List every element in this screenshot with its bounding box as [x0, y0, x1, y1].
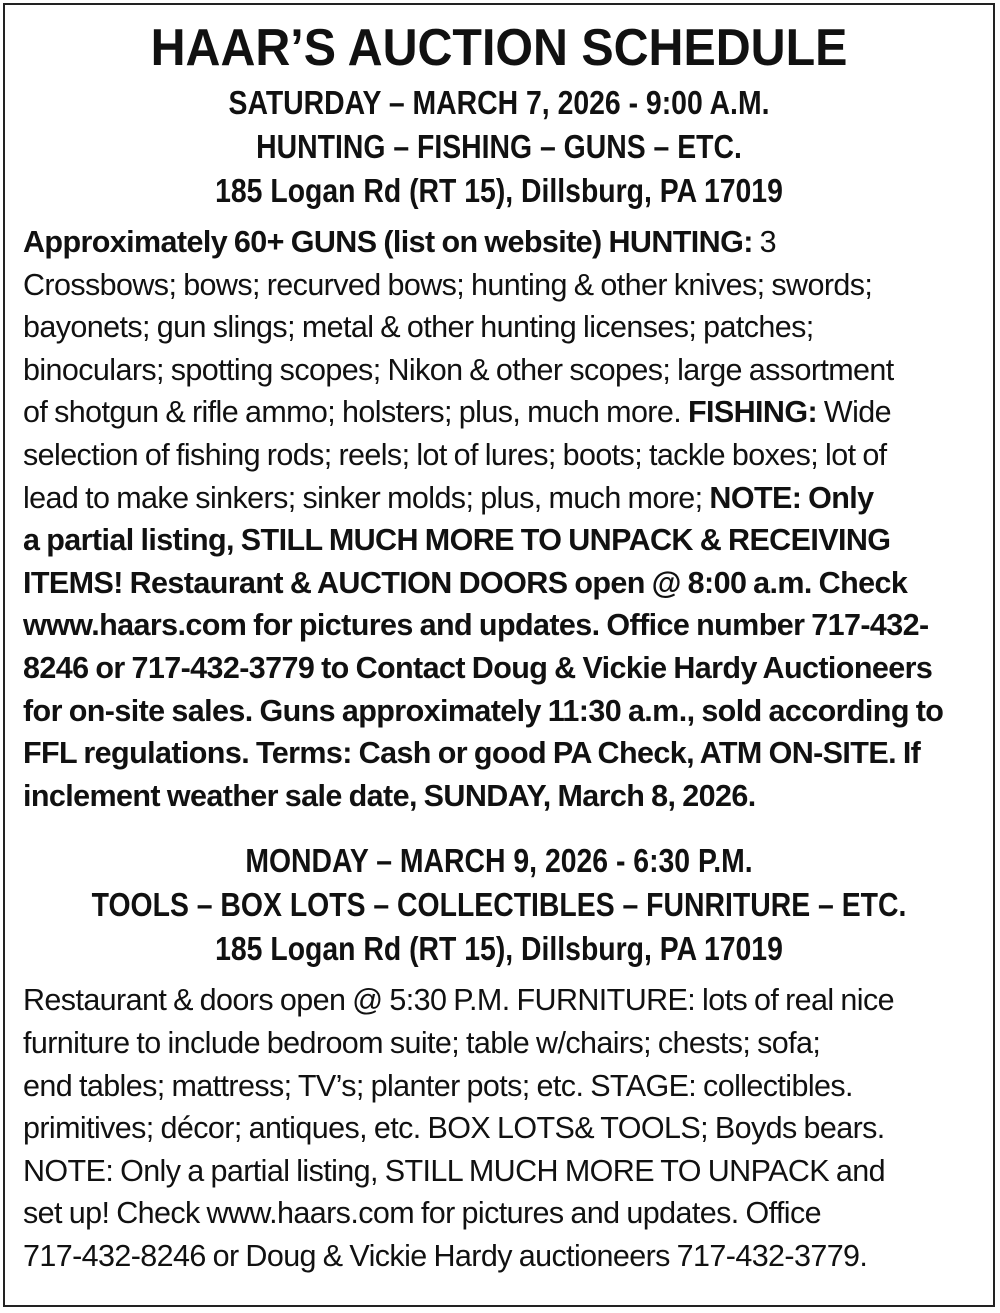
sale2-line-2: furniture to include bedroom suite; table w/chairs; chests; sofa; — [23, 1025, 821, 1060]
auction-ad — [3, 3, 995, 1307]
sale1-line-5-regular-2: Wide — [817, 395, 892, 430]
sale1-line-1-regular: 3 — [752, 225, 777, 259]
sale1-line-1-bold: Approximately 60+ GUNS (list on website) HUNTING: — [23, 225, 753, 259]
sale2-line-7: 717-432-8246 or Doug & Vickie Hardy auctioneers 717-432-3779. — [23, 1238, 868, 1273]
sale1-line-2: Crossbows; bows; recurved bows; hunting & other knives; swords; — [23, 267, 873, 302]
sale2-line-5: NOTE: Only a partial listing, STILL MUCH MORE TO UNPACK and — [23, 1153, 885, 1188]
sale1-line-7-bold: NOTE: Only — [709, 480, 874, 515]
sale1-category-line: HUNTING – FISHING – GUNS – ETC. — [256, 128, 742, 165]
sale1-address-line: 185 Logan Rd (RT 15), Dillsburg, PA 17019 — [215, 172, 783, 209]
sale1-line-8: a partial listing, STILL MUCH MORE TO UNPACK & RECEIVING — [23, 523, 891, 558]
sale1-line-3: bayonets; gun slings; metal & other hunting licenses; patches; — [23, 310, 814, 345]
sale1-line-5 — [23, 391, 975, 434]
sale1-line-5-regular: of shotgun & rifle ammo; holsters; plus, much more. — [23, 395, 688, 430]
sale1-description — [5, 221, 993, 817]
sale1-line-14: inclement weather sale date, SUNDAY, March 8, 2026. — [23, 778, 756, 813]
sale1-line-7-regular: lead to make sinkers; sinker molds; plus, much more; — [23, 480, 710, 515]
sale2-date-line: MONDAY – MARCH 9, 2026 - 6:30 P.M. — [245, 842, 753, 880]
sale1-line-5-bold: FISHING: — [687, 395, 818, 430]
sale1-line-10: www.haars.com for pictures and updates. Office number 717-432- — [23, 608, 929, 643]
sale2-category-line: TOOLS – BOX LOTS – COLLECTIBLES – FUNRITURE – ETC. — [91, 886, 907, 924]
section-spacer — [5, 817, 993, 839]
sale2-line-6: set up! Check www.haars.com for pictures and updates. Office — [23, 1196, 821, 1231]
sale2-description — [5, 979, 993, 1277]
sale1-line-13: FFL regulations. Terms: Cash or good PA Check, ATM ON-SITE. If — [23, 736, 921, 771]
sale1-line-9: ITEMS! Restaurant & AUCTION DOORS open @ 8:00 a.m. Check — [23, 565, 908, 600]
sale1-line-4: binoculars; spotting scopes; Nikon & other scopes; large assortment — [23, 352, 894, 387]
sale2-line-3: end tables; mattress; TV’s; planter pots; etc. STAGE: collectibles. — [23, 1068, 853, 1103]
sale1-line-11: 8246 or 717-432-3779 to Contact Doug & Vickie Hardy Auctioneers — [23, 650, 933, 685]
sale2-line-1: Restaurant & doors open @ 5:30 P.M. FURNITURE: lots of real nice — [23, 983, 894, 1018]
sale1-date-line: SATURDAY – MARCH 7, 2026 - 9:00 A.M. — [228, 84, 770, 121]
sale2-line-4: primitives; décor; antiques, etc. BOX LOTS& TOOLS; Boyds bears. — [23, 1111, 885, 1146]
sale1-line-7 — [23, 477, 975, 520]
page-title: HAAR’S AUCTION SCHEDULE — [150, 19, 848, 77]
sale1-line-1 — [23, 221, 975, 264]
sale1-line-6: selection of fishing rods; reels; lot of lures; boots; tackle boxes; lot of — [23, 437, 887, 472]
sale1-line-12: for on-site sales. Guns approximately 11:30 a.m., sold according to — [23, 693, 944, 728]
sale2-address-line: 185 Logan Rd (RT 15), Dillsburg, PA 17019 — [215, 930, 783, 968]
